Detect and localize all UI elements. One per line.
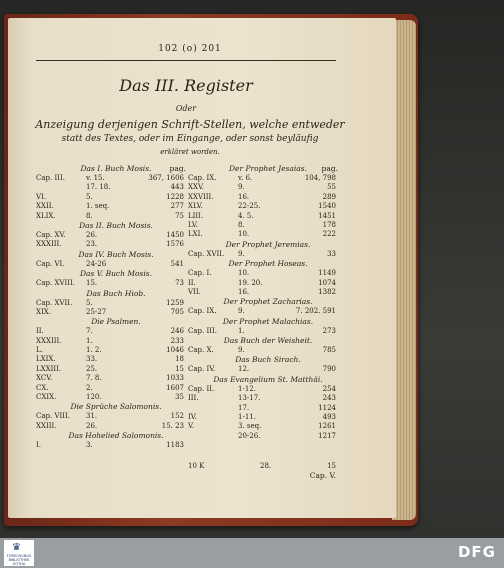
right-index-row (188, 432, 348, 441)
left-index-row (36, 441, 196, 450)
signature-mark: 10 K (188, 462, 205, 470)
library-emblem-icon: ♛ (12, 542, 21, 553)
chapter: Cap. IV. (188, 365, 216, 374)
verse: 33. (86, 355, 98, 364)
right-section-heading: Der Prophet Zacharias. (223, 297, 313, 307)
right-index-row (188, 327, 348, 336)
verse: 7. (86, 327, 93, 336)
chapter: Cap. III. (36, 174, 65, 182)
right-section-heading: Das Buch Sirach. (235, 355, 301, 365)
chapter: Cap. I. (188, 269, 212, 278)
library-logo[interactable] (4, 540, 34, 566)
page-ref: 233 (170, 336, 184, 345)
chapter: LIII. (188, 211, 204, 220)
right-column-heading (188, 164, 348, 174)
left-index-row (36, 393, 196, 402)
chapter: XCV. (36, 374, 53, 383)
chapter: CXIX. (36, 393, 57, 402)
page-ref: 1259 (166, 298, 184, 307)
left-section-heading: Das IV. Buch Mosis. (78, 249, 154, 259)
left-index-row (36, 422, 196, 431)
catchword: Cap. V. (309, 471, 336, 480)
page-ref: 55 (327, 183, 336, 192)
verse: v. 15. (86, 174, 105, 182)
page-ref: 15. 23 (161, 421, 184, 430)
verse: 19. 20. (238, 278, 263, 287)
verse: 12. (238, 365, 250, 374)
verse: 3. (86, 441, 93, 450)
left-index-row (36, 327, 196, 336)
page-ref: 1261 (318, 422, 336, 431)
right-section-heading: Der Prophet Hoseas. (228, 259, 308, 269)
page-ref: 1450 (166, 230, 184, 239)
verse: 15. (86, 279, 98, 288)
verse: 3. seq. (238, 422, 262, 431)
chapter: L. (36, 346, 43, 355)
page-ref: 790 (322, 365, 336, 374)
chapter: LXI. (188, 230, 203, 239)
right-section-heading: Das Buch der Weisheit. (223, 336, 313, 346)
verse: 4. 5. (238, 211, 254, 220)
verse: 26. (86, 421, 98, 430)
page-ref: 289 (322, 192, 336, 201)
page-ref: 1217 (318, 431, 336, 440)
right-heading-text: Der Prophet Jesaias. (229, 164, 307, 173)
page-ref: 104, 798 (304, 174, 336, 182)
page-ref: 1540 (318, 202, 336, 211)
verse: 5. (86, 298, 93, 307)
subtitle-line-3: erkläret worden. (160, 148, 220, 156)
page-ref: 1033 (166, 374, 184, 383)
verse: 9. (238, 307, 245, 316)
dfg-logo[interactable]: DFG (457, 543, 496, 561)
chapter: LXXIII. (36, 364, 62, 373)
header-ornament-right: 201 (201, 44, 222, 54)
left-index-row (36, 279, 196, 288)
page-ref: 73 (175, 279, 184, 288)
right-index-row (188, 346, 348, 355)
chapter: XXII. (36, 202, 54, 211)
header-text: (o) (182, 44, 198, 54)
left-index-row (36, 260, 196, 269)
verse: 2. (86, 383, 93, 392)
verse: 7. 8. (86, 374, 102, 383)
left-index-row (36, 412, 196, 421)
page-ref: 1046 (166, 346, 184, 355)
chapter: Cap. XVII. (36, 298, 73, 307)
right-index-row (188, 183, 348, 192)
chapter: Cap. VI. (36, 259, 65, 268)
page-title: Das III. Register (119, 76, 253, 95)
verse: 24-26 (86, 259, 107, 268)
chapter: XXXIII. (36, 336, 62, 345)
page-ref: 1183 (166, 441, 184, 450)
page-ref: 178 (322, 220, 336, 229)
right-section-heading: Das Evangelium St. Matthäi. (213, 374, 323, 384)
subtitle-line-1: Anzeigung derjenigen Schrift-Stellen, welche entweder (35, 118, 345, 131)
page-ref: 785 (322, 346, 336, 355)
left-index-row (36, 346, 196, 355)
chapter: Cap. XVII. (188, 249, 225, 258)
page-ref: 33 (327, 249, 336, 258)
page-ref: 367, 1606 (148, 174, 184, 182)
right-index-row (188, 279, 348, 288)
verse: 22-25. (238, 202, 261, 211)
verse: 10. (238, 230, 250, 239)
library-logo-text: FORSCHUNGS BIBLIOTHEK GOTHA (6, 554, 32, 566)
verse: 1-11. (238, 413, 256, 422)
right-section-heading: Der Prophet Malachias. (222, 316, 314, 326)
right-index-row (188, 413, 348, 422)
verse: 9. (238, 183, 245, 192)
left-section-heading: Das II. Buch Mosis. (79, 220, 153, 230)
chapter: XLV. (188, 202, 203, 211)
page-ref: 705 (170, 307, 184, 316)
right-heading-pag: pag. (321, 164, 338, 173)
verse: 25. (86, 364, 98, 373)
left-section-heading: Das Hohelied Salomonis. (68, 431, 164, 441)
page-ref: 541 (170, 259, 184, 268)
right-index-row (188, 307, 348, 316)
chapter: CX. (36, 383, 49, 392)
verse: 1. seq. (86, 202, 110, 211)
page-ref: 1576 (166, 240, 184, 249)
chapter: XIX. (36, 307, 51, 316)
right-index-row (188, 250, 348, 259)
page-ref: 277 (170, 202, 184, 211)
verse: 1. (238, 326, 245, 335)
left-index-row (36, 384, 196, 393)
right-column (188, 164, 348, 441)
verse: 9. (238, 346, 245, 355)
chapter: II. (36, 327, 44, 336)
chapter: Cap. VIII. (36, 412, 71, 421)
chapter: Cap. II. (188, 384, 215, 393)
footer-verse: 28. (260, 462, 272, 470)
chapter: XXXIII. (36, 240, 62, 249)
left-index-row (36, 193, 196, 202)
verse: 120. (86, 393, 102, 402)
left-index-row (36, 231, 196, 240)
page-ref: 273 (322, 326, 336, 335)
right-index-row (188, 404, 348, 413)
verse: 1. (86, 336, 93, 345)
page-ref: 15 (175, 364, 184, 373)
left-index-row (36, 308, 196, 317)
chapter: Cap. IX. (188, 174, 217, 182)
page-ref: 7. 202. 591 (295, 307, 336, 316)
left-index-row (36, 337, 196, 346)
title-oder: Oder (175, 104, 197, 113)
chapter: VI. (36, 192, 47, 201)
verse: 1. 2. (86, 346, 102, 355)
page-ref: 246 (170, 327, 184, 336)
left-column-heading (36, 164, 196, 174)
footer-page: 15 (327, 462, 336, 470)
verse: 25-27 (86, 307, 107, 316)
right-index-row (188, 193, 348, 202)
right-index-row (188, 221, 348, 230)
verse: 16. (238, 287, 250, 296)
chapter: XLIX. (36, 211, 56, 220)
verse: 9. (238, 249, 245, 258)
verse: 23. (86, 240, 98, 249)
page-ref: 1124 (318, 403, 336, 412)
page-ref: 152 (170, 412, 184, 421)
page-ref: 1074 (318, 278, 336, 287)
verse: v. 6. (238, 174, 253, 182)
verse: 5. (86, 192, 93, 201)
right-index-row (188, 365, 348, 374)
page-ref: 493 (322, 413, 336, 422)
page-ref: 243 (322, 394, 336, 403)
viewer-banner (0, 538, 504, 568)
chapter: LXIX. (36, 355, 56, 364)
left-index-row (36, 212, 196, 221)
page-ref: 1149 (318, 269, 336, 278)
verse: 1-12. (238, 384, 256, 393)
verse: 17. 18. (86, 183, 111, 192)
chapter: LV. (188, 220, 198, 229)
left-index-row (36, 183, 196, 192)
right-index-row (188, 212, 348, 221)
chapter: XXVIII. (188, 192, 214, 201)
page-ref: 1451 (318, 211, 336, 220)
chapter: II. (188, 278, 196, 287)
page-ref: 222 (322, 230, 336, 239)
right-index-row (188, 269, 348, 278)
left-section-heading: Das V. Buch Mosis. (79, 269, 153, 279)
right-index-row (188, 202, 348, 211)
right-index-row (188, 422, 348, 431)
chapter: VII. (188, 287, 201, 296)
chapter: Cap. XV. (36, 230, 66, 239)
page-ref: 18 (175, 355, 184, 364)
right-index-row (188, 174, 348, 183)
page-ref: 35 (175, 393, 184, 402)
page-ref: 1382 (318, 287, 336, 296)
header-ornament-left: 102 (158, 44, 183, 54)
left-section-heading: Die Sprüche Salomonis. (70, 402, 162, 412)
left-index-row (36, 365, 196, 374)
chapter: Cap. X. (188, 346, 214, 355)
page-header (40, 44, 340, 54)
verse: 20-26. (238, 431, 261, 440)
left-heading-text: Das I. Buch Mosis. (80, 164, 152, 173)
left-index-row (36, 374, 196, 383)
verse: 16. (238, 192, 250, 201)
verse: 8. (86, 211, 93, 220)
verse: 13-17. (238, 394, 261, 403)
page-ref: 254 (322, 384, 336, 393)
chapter: I. (36, 441, 41, 450)
left-index-row (36, 174, 196, 183)
subtitle-line-2: statt des Textes, oder im Eingange, oder sonst beyläufig (61, 134, 319, 144)
left-index-row (36, 355, 196, 364)
right-index-row (188, 230, 348, 239)
page-ref: 443 (170, 183, 184, 192)
chapter: Cap. XVIII. (36, 279, 76, 288)
left-section-heading: Die Psalmen. (91, 317, 141, 327)
left-index-row (36, 240, 196, 249)
chapter: III. (188, 394, 199, 403)
left-column (36, 164, 196, 451)
right-index-row (188, 385, 348, 394)
chapter: Cap. III. (188, 326, 217, 335)
right-index-row (188, 394, 348, 403)
verse: 31. (86, 412, 98, 421)
chapter: V. (188, 422, 195, 431)
header-rule (36, 60, 336, 61)
verse: 8. (238, 220, 245, 229)
page-ref: 1228 (166, 192, 184, 201)
left-heading-pag: pag. (169, 164, 186, 173)
chapter: XXIII. (36, 421, 57, 430)
left-index-row (36, 202, 196, 211)
chapter: Cap. IX. (188, 307, 217, 316)
page-ref: 75 (175, 211, 184, 220)
right-index-row (188, 288, 348, 297)
verse: 10. (238, 269, 250, 278)
chapter: XXV. (188, 183, 205, 192)
right-section-heading: Der Prophet Jeremias. (225, 239, 311, 249)
page-ref: 1607 (166, 383, 184, 392)
verse: 17. (238, 403, 250, 412)
left-section-heading: Das Buch Hiob. (86, 288, 146, 298)
left-index-row (36, 299, 196, 308)
chapter: IV. (188, 413, 197, 422)
verse: 26. (86, 230, 98, 239)
